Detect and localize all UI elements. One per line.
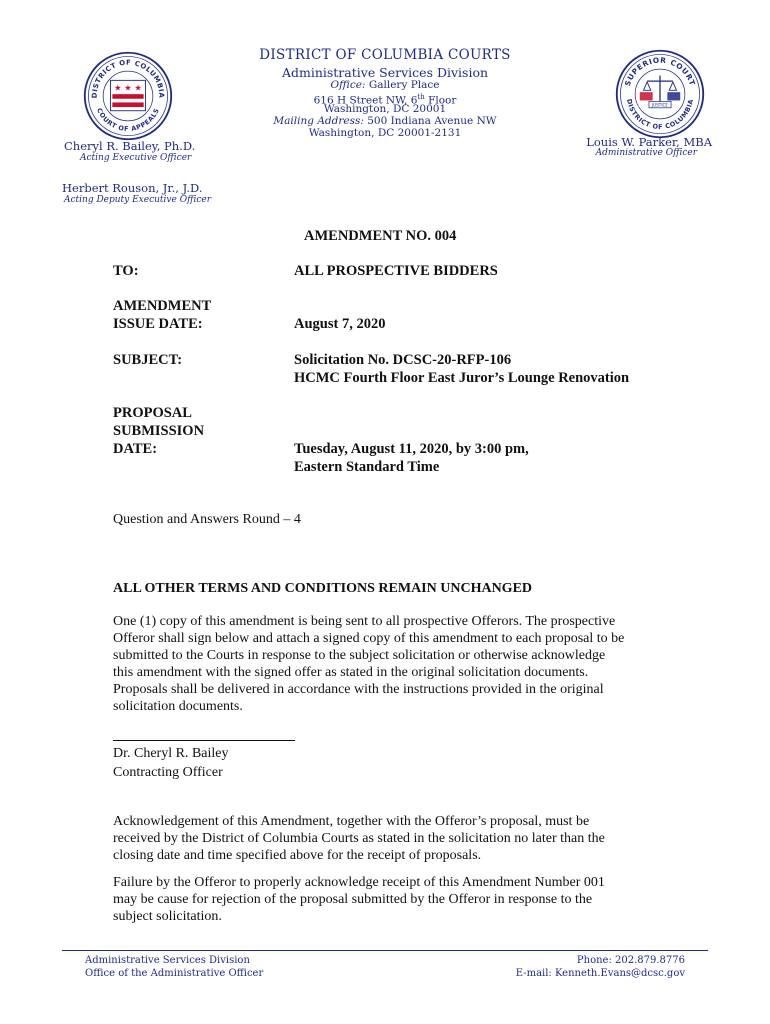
superior-court-seal	[614, 48, 706, 140]
footer-left: Administrative Services Division Office of the Administrative Officer	[85, 955, 264, 979]
footer-right	[516, 954, 685, 980]
division-name: Administrative Services Division	[281, 65, 489, 80]
svg-text:COURT OF APPEALS: COURT OF APPEALS	[95, 106, 161, 134]
official-name-right: Louis W. Parker, MBA	[586, 135, 712, 149]
footer-divider	[62, 950, 708, 951]
to-value: ALL PROSPECTIVE BIDDERS	[294, 263, 498, 279]
svg-text:JUSTICE: JUSTICE	[651, 102, 669, 108]
acknowledgement-paragraph: Acknowledgement of this Amendment, together with the Offeror’s proposal, must be received by the District of Columbia Courts as stated in the solicitation no later than the closing date and time specified above for the receipt of proposals.	[113, 814, 605, 863]
official-role-left-2: Acting Deputy Executive Officer	[64, 195, 211, 205]
svg-text:★: ★	[114, 82, 122, 93]
signer-title: Contracting Officer	[113, 765, 223, 780]
svg-text:DISTRICT OF COLUMBIA: DISTRICT OF COLUMBIA	[90, 58, 166, 99]
city-line-1: Washington, DC 20001	[323, 103, 447, 115]
official-role-right: Administrative Officer	[595, 148, 697, 158]
terms-heading: ALL OTHER TERMS AND CONDITIONS REMAIN UNCHANGED	[113, 581, 533, 596]
city-line-2: Washington, DC 20001-2131	[308, 127, 462, 139]
subject-label: SUBJECT:	[113, 352, 183, 368]
signature-line	[113, 740, 295, 741]
street-line: 616 H Street NW, 6th Floor	[313, 93, 457, 107]
qa-round: Question and Answers Round – 4	[113, 512, 301, 527]
svg-text:DISTRICT OF COLUMBIA: DISTRICT OF COLUMBIA	[624, 98, 696, 132]
to-label: TO:	[113, 263, 139, 279]
court-name: DISTRICT OF COLUMBIA COURTS	[259, 47, 511, 63]
official-role-left-1: Acting Executive Officer	[80, 153, 192, 163]
notice-paragraph: One (1) copy of this amendment is being sent to all prospective Offerors. The prospective Offeror shall sign below and attach a signed copy of this amendment to each proposal to be submitted to the Courts in response to the subject solicitation or otherwise acknowledge this amendment with the signed offer as stated in the original solicitation documents. Proposals shall be delivered in accordance with the instructions provided in the original solicitation documents.	[113, 614, 625, 714]
svg-text:SUPERIOR COURT: SUPERIOR COURT	[622, 55, 698, 88]
footer-email[interactable]: E-mail: Kenneth.Evans@dcsc.gov	[515, 968, 685, 979]
proposal-date-label: PROPOSAL SUBMISSION DATE:	[113, 405, 205, 457]
footer-phone: Phone: 202.879.8776	[576, 955, 685, 966]
svg-text:★: ★	[124, 82, 132, 93]
official-name-left-1: Cheryl R. Bailey, Ph.D.	[64, 139, 196, 153]
signer-name: Dr. Cheryl R. Bailey	[113, 746, 229, 761]
mailing-line: Mailing Address: 500 Indiana Avenue NW	[273, 115, 497, 127]
issue-date-value: August 7, 2020	[294, 316, 386, 332]
court-of-appeals-seal	[82, 50, 174, 142]
subject-value: Solicitation No. DCSC-20-RFP-106 HCMC Fourth Floor East Juror’s Lounge Renovation	[294, 352, 630, 386]
issue-date-label: AMENDMENT ISSUE DATE:	[113, 298, 212, 332]
proposal-date-value: Tuesday, August 11, 2020, by 3:00 pm, Eastern Standard Time	[294, 441, 529, 475]
office-line: Office: Gallery Place	[330, 79, 440, 91]
amendment-title: AMENDMENT NO. 004	[304, 228, 457, 244]
official-name-left-2: Herbert Rouson, Jr., J.D.	[62, 181, 203, 195]
svg-text:★: ★	[134, 82, 142, 93]
failure-paragraph: Failure by the Offeror to properly acknowledge receipt of this Amendment Number 001 may be cause for rejection of the proposal submitted by the Offeror in response to the subject solicitation.	[113, 875, 605, 924]
